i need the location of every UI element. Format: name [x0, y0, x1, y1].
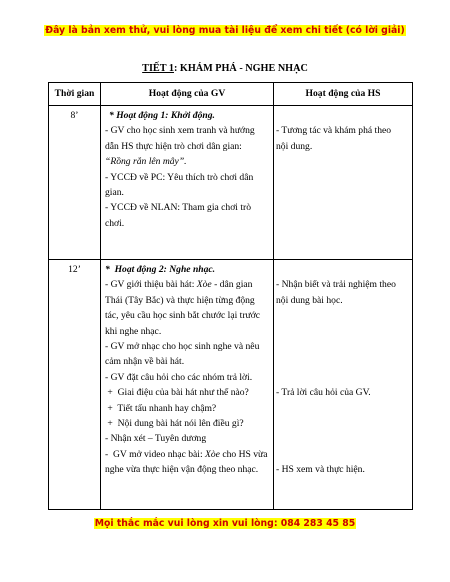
contact-text: Mọi thắc mắc vui lòng xin vui lòng: 084 283 45 85 — [94, 518, 356, 529]
question-line: + Nội dung bài hát nói lên điều gì? — [105, 418, 244, 430]
activity-line: cảm nhận về bài hát. — [105, 356, 185, 368]
activity-line: khi nghe nhạc. — [105, 325, 162, 337]
table-row — [49, 106, 413, 260]
activity-line: - Nhận xét – Tuyên dương — [105, 433, 207, 445]
lesson-plan-table — [48, 82, 413, 510]
question-line: + Tiết tấu nhanh hay chậm? — [105, 402, 217, 414]
activity-title: * Hoạt động 1: Khởi động. — [109, 110, 215, 121]
contact-banner — [0, 518, 450, 529]
student-line: - Tương tác và khám phá theo — [276, 125, 392, 137]
heading-separator: : — [173, 63, 180, 74]
time-cell: 8’ — [49, 106, 101, 260]
activity-line: nghe vừa thực hiện vận động theo nhạc. — [105, 464, 259, 476]
activity-line: - GV mở nhạc cho học sinh nghe và nêu — [105, 341, 260, 353]
activity-line: gian. — [105, 187, 124, 199]
activity-line: Thái (Tây Bắc) và thực hiện từng động — [105, 294, 255, 306]
activity-line: tác, yêu cầu học sinh bắt chước lại trước — [105, 310, 261, 322]
preview-notice-banner — [0, 25, 450, 36]
student-line: - Nhận biết và trải nghiệm theo — [276, 279, 396, 291]
teacher-activity-cell — [101, 106, 274, 260]
time-cell: 12’ — [49, 260, 101, 510]
student-line: - HS xem và thực hiện. — [276, 464, 365, 476]
lesson-title: KHÁM PHÁ - NGHE NHẠC — [179, 63, 308, 74]
activity-line: - GV cho học sinh xem tranh và hướng — [105, 125, 255, 137]
activity-line: - YCCĐ về NLAN: Tham gia chơi trò — [105, 202, 252, 214]
header-student-activity: Hoạt động của HS — [274, 83, 413, 106]
section-heading — [0, 63, 450, 74]
activity-line: - YCCĐ về PC: Yêu thích trò chơi dân — [105, 171, 254, 183]
table-row — [49, 260, 413, 510]
teacher-activity-cell — [101, 260, 274, 510]
student-line: nội dung bài học. — [276, 294, 343, 306]
student-activity-cell — [274, 260, 413, 510]
activity-line: chơi. — [105, 217, 125, 229]
student-line: - Trả lời câu hỏi của GV. — [276, 387, 371, 399]
activity-line: - GV giới thiệu bài hát: Xòe - dân gian — [105, 279, 253, 291]
header-teacher-activity: Hoạt động của GV — [101, 83, 274, 106]
activity-title: * Hoạt động 2: Nghe nhạc. — [105, 264, 216, 275]
activity-line: - GV mở video nhạc bài: Xòe cho HS vừa — [105, 448, 268, 460]
table-header-row — [49, 83, 413, 106]
header-time: Thời gian — [49, 83, 101, 106]
activity-line: - GV đặt câu hỏi cho các nhóm trả lời. — [105, 371, 253, 383]
activity-line: dẫn HS thực hiện trò chơi dân gian: — [105, 140, 242, 152]
student-activity-cell — [274, 106, 413, 260]
lesson-label: TIẾT 1 — [142, 63, 174, 74]
activity-line: “Rồng rắn lên mây”. — [105, 156, 187, 168]
student-line: nội dung. — [276, 140, 313, 152]
question-line: + Giai điệu của bài hát như thế nào? — [105, 387, 249, 399]
preview-notice-text: Đây là bản xem thử, vui lòng mua tài liệu để xem chi tiết (có lời giải) — [45, 25, 405, 36]
